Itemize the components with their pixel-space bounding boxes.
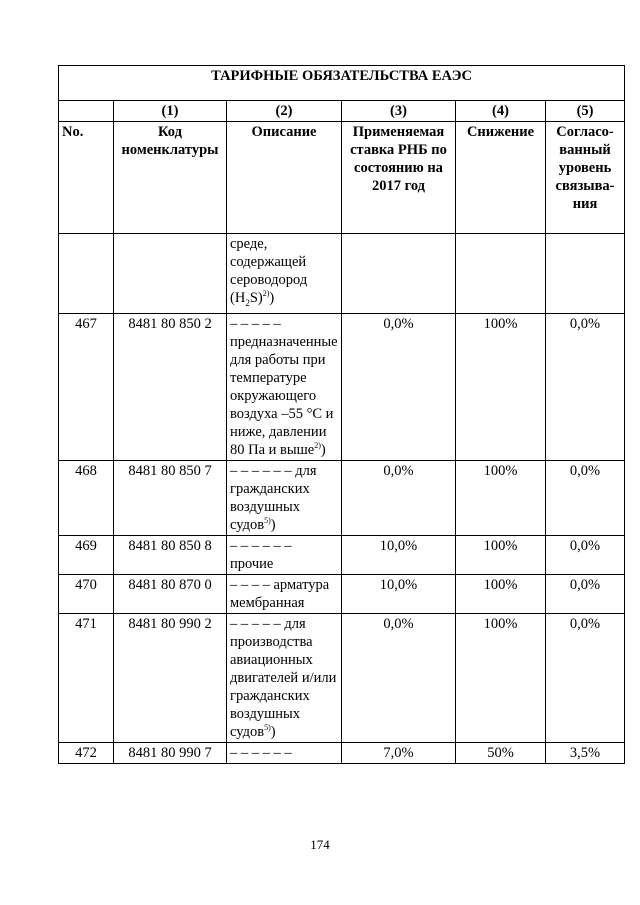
row-bound: 0,0% xyxy=(546,613,625,742)
row-reduction: 100% xyxy=(456,460,546,535)
column-number-row xyxy=(59,101,625,122)
col-number: (3) xyxy=(342,101,456,122)
row-code: 8481 80 850 8 xyxy=(114,535,227,574)
col-number: (1) xyxy=(114,101,227,122)
col-number: (4) xyxy=(456,101,546,122)
page-number: 174 xyxy=(310,837,330,852)
row-reduction: 100% xyxy=(456,313,546,460)
table-row xyxy=(59,574,625,613)
row-bound: 0,0% xyxy=(546,313,625,460)
row-description: – – – – – предназначенные для работы при температуре окружающего воздуха –55 °С и ниже, давлении 80 Па и выше$^{2)}$) xyxy=(227,313,342,460)
row-reduction: 100% xyxy=(456,613,546,742)
header-rate: Применяемая ставка РНБ по состоянию на 2017 год xyxy=(342,122,456,234)
row-description: – – – – арматура мембранная xyxy=(227,574,342,613)
table-row xyxy=(59,460,625,535)
table-title: ТАРИФНЫЕ ОБЯЗАТЕЛЬСТВА ЕАЭС xyxy=(59,66,625,101)
header-code: Код номенклатуры xyxy=(114,122,227,234)
header-description: Описание xyxy=(227,122,342,234)
header-row xyxy=(59,122,625,234)
row-code: 8481 80 990 7 xyxy=(114,742,227,763)
row-number: 468 xyxy=(59,460,114,535)
row-number: 471 xyxy=(59,613,114,742)
row-rate: 10,0% xyxy=(342,535,456,574)
table-row xyxy=(59,613,625,742)
row-reduction: 100% xyxy=(456,574,546,613)
row-reduction: 100% xyxy=(456,535,546,574)
row-reduction: 50% xyxy=(456,742,546,763)
row-rate: 0,0% xyxy=(342,460,456,535)
row-number: 467 xyxy=(59,313,114,460)
table-row xyxy=(59,313,625,460)
row-rate: 0,0% xyxy=(342,613,456,742)
header-bound: Согласо-ванный уровень связыва-ния xyxy=(546,122,625,234)
row-description: – – – – – для производства авиационных двигателей и/или гражданских воздушных судов$^{5)}$) xyxy=(227,613,342,742)
row-code: 8481 80 870 0 xyxy=(114,574,227,613)
row-bound: 3,5% xyxy=(546,742,625,763)
row-bound: 0,0% xyxy=(546,460,625,535)
row-number: 472 xyxy=(59,742,114,763)
row-description: – – – – – – для гражданских воздушных судов$^{5)}$) xyxy=(227,460,342,535)
header-no: No. xyxy=(59,122,114,234)
row-number: 469 xyxy=(59,535,114,574)
row-rate: 0,0% xyxy=(342,313,456,460)
row-code: 8481 80 850 7 xyxy=(114,460,227,535)
col-number xyxy=(59,101,114,122)
row-number: 470 xyxy=(59,574,114,613)
table-row xyxy=(59,535,625,574)
col-number: (5) xyxy=(546,101,625,122)
row-rate: 10,0% xyxy=(342,574,456,613)
row-rate: 7,0% xyxy=(342,742,456,763)
tariff-table xyxy=(58,65,625,764)
rows-body xyxy=(59,313,625,763)
table-row xyxy=(59,742,625,763)
row-code: 8481 80 850 2 xyxy=(114,313,227,460)
continuation-row xyxy=(59,234,625,314)
col-number: (2) xyxy=(227,101,342,122)
row-description: – – – – – – xyxy=(227,742,342,763)
row-bound: 0,0% xyxy=(546,535,625,574)
row-description: – – – – – – прочие xyxy=(227,535,342,574)
row-code: 8481 80 990 2 xyxy=(114,613,227,742)
title-row xyxy=(59,66,625,101)
row-bound: 0,0% xyxy=(546,574,625,613)
header-reduction: Снижение xyxy=(456,122,546,234)
continuation-description: среде, содержащей сероводород $(H_2S)^{2)}$) xyxy=(227,234,342,314)
